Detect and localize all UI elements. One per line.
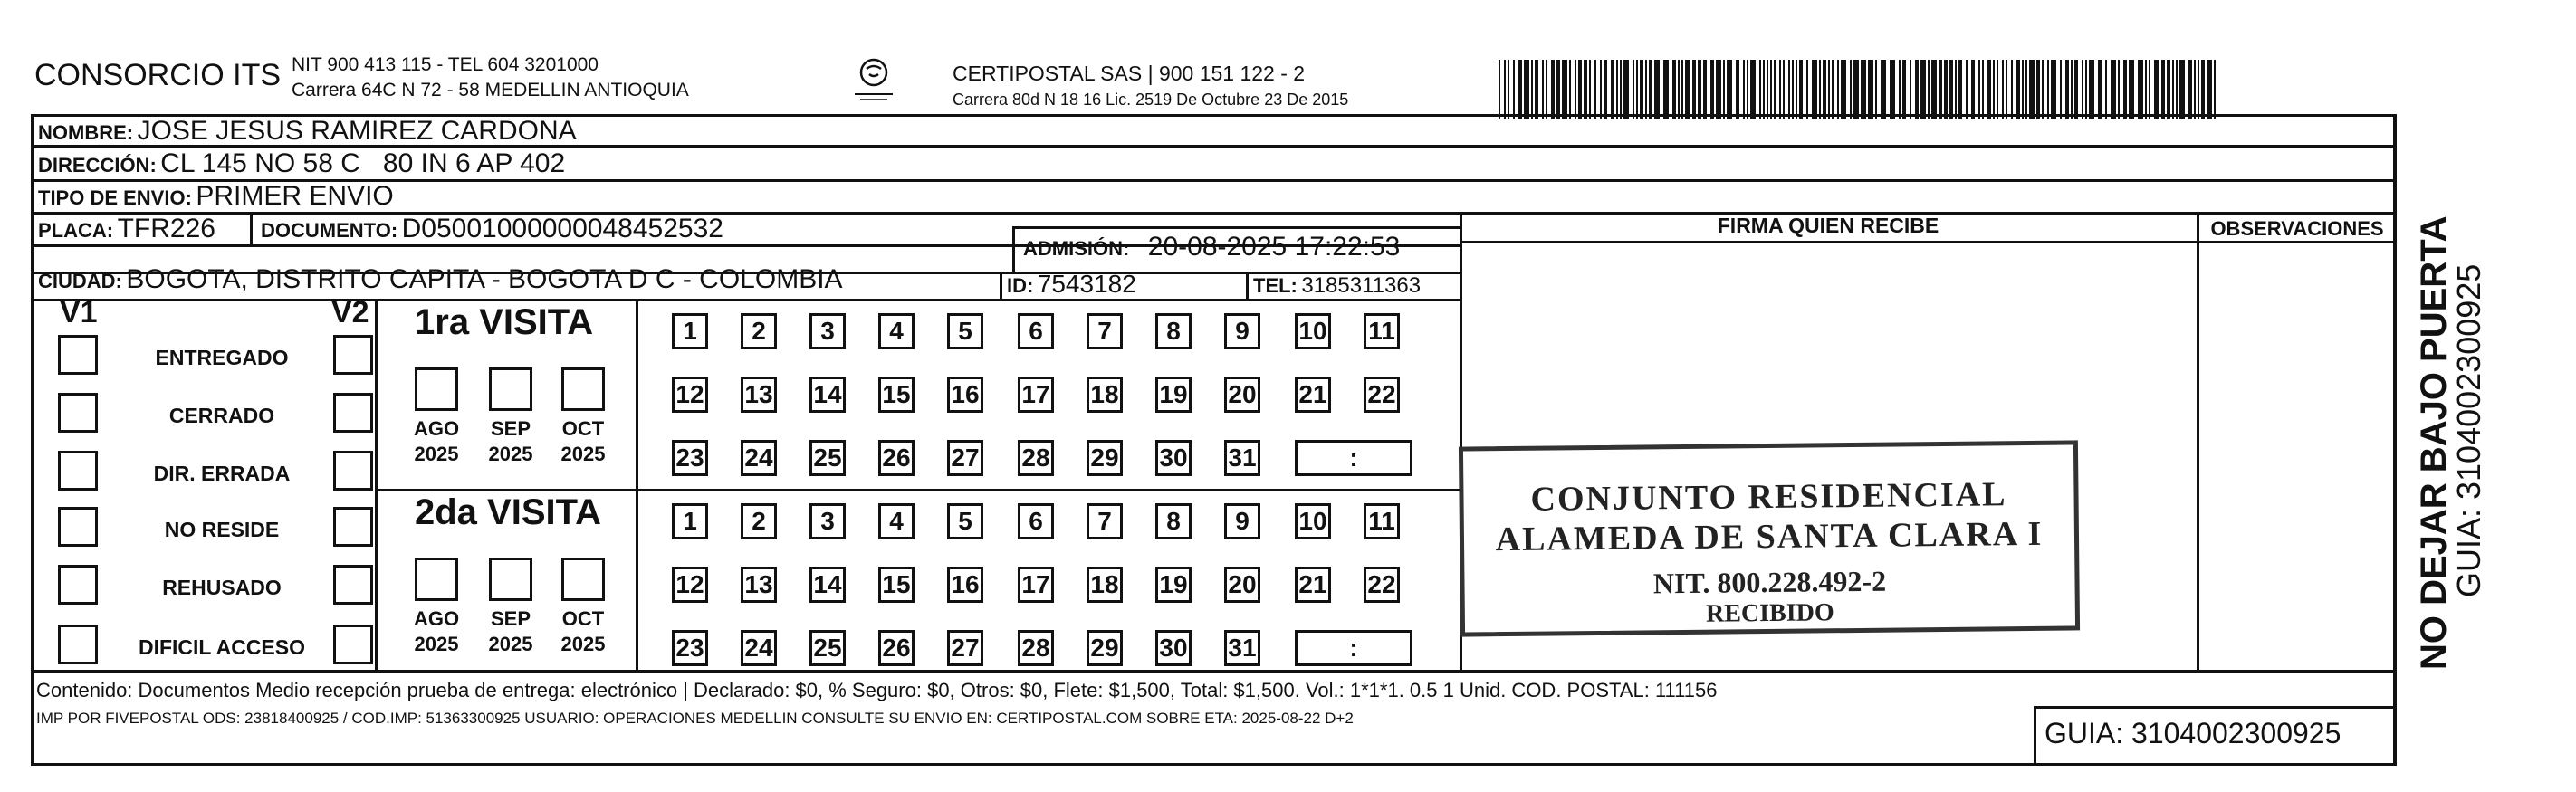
barcode-bar	[1792, 60, 1794, 119]
barcode-bar	[2201, 60, 2205, 119]
barcode-bar	[1931, 60, 1937, 119]
barcode-bar	[2198, 60, 2199, 119]
placa-row	[38, 214, 215, 244]
day-box[interactable]: 12	[672, 377, 708, 413]
day-box[interactable]: 1	[672, 503, 708, 539]
day-box[interactable]: 23	[672, 630, 708, 666]
day-box[interactable]: 5	[947, 313, 983, 349]
day-box[interactable]: 26	[878, 440, 915, 476]
barcode-bar	[2145, 60, 2147, 119]
barcode-bar	[1828, 60, 1830, 119]
month-checkbox[interactable]	[561, 367, 605, 411]
barcode-bar	[1535, 60, 1538, 119]
barcode-bar	[1881, 60, 1886, 119]
tipo-row	[38, 181, 394, 212]
barcode-bar	[1562, 60, 1567, 119]
barcode-bar	[1987, 60, 1991, 119]
barcode-bar	[1806, 60, 1808, 119]
day-box[interactable]: 1	[672, 313, 708, 349]
day-box[interactable]: 16	[947, 567, 983, 603]
barcode-bar	[2071, 60, 2073, 119]
v2-checkbox[interactable]	[333, 393, 373, 433]
observaciones-label: OBSERVACIONES	[2210, 217, 2384, 240]
ciudad-value: BOGOTA, DISTRITO CAPITA - BOGOTA D C - COLOMBIA	[126, 264, 843, 294]
barcode-bar	[1546, 60, 1547, 119]
barcode-bar	[2022, 60, 2024, 119]
day-box[interactable]: 11	[1364, 503, 1400, 539]
barcode-bar	[2207, 60, 2212, 119]
barcode-bar	[1823, 60, 1826, 119]
day-box[interactable]: :	[1295, 440, 1412, 476]
certipostal-info: CERTIPOSTAL SAS | 900 151 122 - 2	[953, 62, 1306, 85]
nombre-row	[38, 116, 577, 147]
month-checkbox[interactable]	[489, 367, 532, 411]
day-box[interactable]: 2	[741, 503, 777, 539]
barcode-bar	[2051, 60, 2056, 119]
day-box[interactable]: 27	[947, 630, 983, 666]
v1-checkbox[interactable]	[58, 451, 98, 491]
v1-checkbox[interactable]	[58, 625, 98, 664]
barcode-bar	[2065, 60, 2069, 119]
barcode-bar	[1575, 60, 1576, 119]
barcode-bar	[2011, 60, 2013, 119]
day-box[interactable]: 22	[1364, 567, 1400, 603]
day-box[interactable]: 6	[1018, 503, 1054, 539]
day-box[interactable]: 25	[809, 630, 846, 666]
day-box[interactable]: 5	[947, 503, 983, 539]
barcode-bar	[1578, 60, 1582, 119]
day-box[interactable]: 31	[1224, 440, 1260, 476]
barcode-bar	[1703, 60, 1707, 119]
day-box[interactable]: 31	[1224, 630, 1260, 666]
day-box[interactable]: 17	[1018, 377, 1054, 413]
day-box[interactable]: 18	[1087, 567, 1123, 603]
day-box[interactable]: :	[1295, 630, 1412, 666]
day-box[interactable]: 23	[672, 440, 708, 476]
barcode-bar	[1868, 60, 1873, 119]
status-label: CERRADO	[168, 404, 275, 427]
day-box[interactable]: 3	[809, 313, 846, 349]
direccion-value: CL 145 NO 58 C 80 IN 6 AP 402	[160, 148, 566, 178]
barcode-bar	[1799, 60, 1803, 119]
barcode-bar	[2025, 60, 2027, 119]
barcode-bar	[1939, 60, 1942, 119]
barcode-bar	[1518, 60, 1522, 119]
tel-value: 3185311363	[1301, 273, 1422, 298]
day-box[interactable]: 10	[1295, 313, 1331, 349]
barcode-bar	[1819, 60, 1821, 119]
day-box[interactable]: 8	[1155, 503, 1192, 539]
month-label: AGO 2025	[413, 417, 460, 465]
day-box[interactable]: 19	[1155, 567, 1192, 603]
barcode-bar	[1928, 60, 1930, 119]
documento-value: D05001000000048452532	[401, 214, 723, 243]
barcode-bar	[1654, 60, 1660, 119]
barcode-bar	[1944, 60, 1948, 119]
barcode-bar	[1681, 60, 1683, 119]
barcode-bar	[1796, 60, 1797, 119]
certipostal-license: Carrera 80d N 18 16 Lic. 2519 De Octubre 23 De 2015	[953, 91, 1349, 109]
barcode-bar	[1750, 60, 1756, 119]
barcode-bar	[1716, 60, 1721, 119]
v1-checkbox[interactable]	[58, 335, 98, 375]
barcode-bar	[2161, 60, 2165, 119]
barcode-bar	[1685, 60, 1690, 119]
ciudad-label: CIUDAD:	[38, 270, 122, 292]
barcode-bar	[1640, 60, 1643, 119]
day-box[interactable]: 14	[809, 567, 846, 603]
v2-checkbox[interactable]	[333, 451, 373, 491]
direccion-label: DIRECCIÓN:	[38, 154, 157, 177]
month-label: SEP 2025	[488, 417, 533, 465]
barcode-bar	[1672, 60, 1676, 119]
day-box[interactable]: 10	[1295, 503, 1331, 539]
footer-guia: GUIA: 3104002300925	[2045, 717, 2341, 749]
tipo-label: TIPO DE ENVIO:	[38, 186, 192, 209]
barcode-bar	[2188, 60, 2192, 119]
status-label: REHUSADO	[162, 576, 282, 599]
day-box[interactable]: 20	[1224, 377, 1260, 413]
status-label: NO RESIDE	[164, 518, 280, 541]
barcode-bar	[2082, 60, 2083, 119]
barcode-bar	[1832, 60, 1834, 119]
barcode-bar	[1723, 60, 1725, 119]
barcode-bar	[2047, 60, 2049, 119]
barcode-bar	[1978, 60, 1980, 119]
barcode-bar	[2036, 60, 2040, 119]
barcode-bar	[1499, 60, 1500, 119]
placa-label: PLACA:	[38, 219, 114, 242]
day-box[interactable]: 11	[1364, 313, 1400, 349]
barcode-bar	[2042, 60, 2044, 119]
month-checkbox[interactable]	[415, 367, 458, 411]
day-box[interactable]: 24	[741, 630, 777, 666]
stamp-line-1: CONJUNTO RESIDENCIAL	[1530, 475, 2007, 519]
day-box[interactable]: 28	[1018, 630, 1054, 666]
day-box[interactable]: 12	[672, 567, 708, 603]
day-box[interactable]: 21	[1295, 567, 1331, 603]
barcode-bar	[1890, 60, 1895, 119]
barcode-bar	[1600, 60, 1602, 119]
barcode-bar	[1542, 60, 1544, 119]
barcode-bar	[1736, 60, 1739, 119]
v2-checkbox[interactable]	[333, 565, 373, 605]
stamp-line-3: NIT. 800.228.492-2	[1652, 564, 1887, 600]
barcode-bar	[1551, 60, 1555, 119]
day-box[interactable]: 21	[1295, 377, 1331, 413]
day-box[interactable]: 19	[1155, 377, 1192, 413]
day-box[interactable]: 8	[1155, 313, 1192, 349]
visit-title: 2da VISITA	[415, 492, 601, 532]
day-box[interactable]: 20	[1224, 567, 1260, 603]
barcode-bar	[2194, 60, 2196, 119]
tipo-value: PRIMER ENVIO	[196, 181, 394, 211]
barcode-bar	[2179, 60, 2185, 119]
barcode-bar	[1692, 60, 1696, 119]
barcode-bar	[2029, 60, 2035, 119]
barcode-bar	[1623, 60, 1629, 119]
day-box[interactable]: 2	[741, 313, 777, 349]
barcode-bar	[2167, 60, 2170, 119]
barcode-bar	[1710, 60, 1714, 119]
barcode-bar	[2089, 60, 2094, 119]
barcode-bar	[1556, 60, 1560, 119]
barcode-bar	[2002, 60, 2004, 119]
received-stamp	[1459, 440, 2080, 636]
month-label: OCT 2025	[560, 417, 606, 465]
barcode-bar	[1966, 60, 1968, 119]
barcode	[1499, 60, 2223, 119]
barcode-bar	[2060, 60, 2062, 119]
barcode-bar	[1763, 60, 1765, 119]
barcode-bar	[1594, 60, 1596, 119]
barcode-bar	[1767, 60, 1768, 119]
barcode-bar	[2085, 60, 2087, 119]
barcode-bar	[1920, 60, 1926, 119]
barcode-bar	[1958, 60, 1962, 119]
barcode-bar	[1902, 60, 1906, 119]
barcode-bar	[2172, 60, 2174, 119]
documento-row	[261, 214, 723, 244]
barcode-bar	[1861, 60, 1866, 119]
day-box[interactable]: 13	[741, 567, 777, 603]
footer-contenido: Contenido: Documentos Medio recepción prueba de entrega: electrónico | Declarado: $0, % Seguro: $0, Otros: $0, Flete: $1,500, Total: $1,500. Vol.: 1*1*1. 0.5 1 Unid. COD. POSTAL: 111156	[36, 679, 1718, 701]
barcode-bar	[1531, 60, 1533, 119]
barcode-bar	[1589, 60, 1591, 119]
v1-checkbox[interactable]	[58, 393, 98, 433]
month-label: SEP 2025	[488, 607, 533, 655]
company-name: CONSORCIO ITS	[34, 58, 282, 92]
v1-checkbox[interactable]	[58, 565, 98, 605]
nombre-value: JOSE JESUS RAMIREZ CARDONA	[137, 116, 577, 146]
barcode-bar	[1513, 60, 1515, 119]
day-box[interactable]: 18	[1087, 377, 1123, 413]
stamp-line-2: ALAMEDA DE SANTA CLARA I	[1495, 514, 2044, 559]
day-box[interactable]: 24	[741, 440, 777, 476]
barcode-bar	[2098, 60, 2102, 119]
side-guia: GUIA: 3104002300925	[2450, 263, 2487, 597]
barcode-bar	[1910, 60, 1911, 119]
barcode-bar	[1997, 60, 1998, 119]
id-value: 7543182	[1037, 270, 1136, 298]
company-address: Carrera 64C N 72 - 58 MEDELLIN ANTIOQUIA	[292, 80, 689, 100]
barcode-bar	[1524, 60, 1529, 119]
barcode-bar	[2006, 60, 2007, 119]
month-label: OCT 2025	[560, 607, 606, 655]
barcode-bar	[1837, 60, 1839, 119]
tel-label: TEL:	[1253, 274, 1298, 297]
barcode-bar	[2111, 60, 2116, 119]
day-box[interactable]: 30	[1155, 630, 1192, 666]
barcode-bar	[1788, 60, 1790, 119]
barcode-bar	[1611, 60, 1614, 119]
barcode-bar	[2105, 60, 2107, 119]
barcode-bar	[1727, 60, 1732, 119]
barcode-bar	[1812, 60, 1817, 119]
day-box[interactable]: 27	[947, 440, 983, 476]
day-box[interactable]: 9	[1224, 313, 1260, 349]
footer-imp: IMP POR FIVEPOSTAL ODS: 23818400925 / COD.IMP: 51363300925 USUARIO: OPERACIONES MEDELLIN CONSULTE SU ENVIO EN: CERTIPOSTAL.COM SOBRE ETA: 2025-08-22 D+2	[36, 710, 1354, 727]
barcode-bar	[2176, 60, 2178, 119]
v2-checkbox[interactable]	[333, 507, 373, 547]
barcode-bar	[1853, 60, 1859, 119]
status-label: DIFICIL ACCESO	[138, 635, 305, 659]
certipostal-logo	[842, 54, 905, 109]
day-box[interactable]: 7	[1087, 503, 1123, 539]
barcode-bar	[1915, 60, 1919, 119]
day-box[interactable]: 14	[809, 377, 846, 413]
day-box[interactable]: 16	[947, 377, 983, 413]
day-box[interactable]: 29	[1087, 440, 1123, 476]
day-box[interactable]: 6	[1018, 313, 1054, 349]
id-row	[1007, 270, 1136, 299]
barcode-bar	[1649, 60, 1652, 119]
direccion-row	[38, 148, 565, 179]
barcode-bar	[1636, 60, 1638, 119]
barcode-bar	[1783, 60, 1785, 119]
stamp-line-4: RECIBIDO	[1705, 598, 1834, 628]
barcode-bar	[1616, 60, 1618, 119]
barcode-bar	[1645, 60, 1647, 119]
v2-label: V2	[331, 295, 369, 329]
barcode-bar	[1971, 60, 1975, 119]
barcode-bar	[2123, 60, 2127, 119]
barcode-bar	[1850, 60, 1852, 119]
barcode-bar	[1698, 60, 1701, 119]
barcode-bar	[1875, 60, 1877, 119]
month-checkbox[interactable]	[415, 558, 458, 601]
barcode-bar	[1993, 60, 1995, 119]
barcode-bar	[2129, 60, 2134, 119]
barcode-bar	[1504, 60, 1506, 119]
day-box[interactable]: 25	[809, 440, 846, 476]
visit-title: 1ra VISITA	[415, 302, 594, 342]
barcode-bar	[1678, 60, 1680, 119]
barcode-bar	[2016, 60, 2020, 119]
barcode-bar	[2149, 60, 2150, 119]
v1-checkbox[interactable]	[58, 507, 98, 547]
day-box[interactable]: 4	[878, 503, 915, 539]
day-box[interactable]: 17	[1018, 567, 1054, 603]
barcode-bar	[1759, 60, 1761, 119]
barcode-bar	[1508, 60, 1509, 119]
v2-checkbox[interactable]	[333, 335, 373, 375]
firma-label: FIRMA QUIEN RECIBE	[1717, 214, 1939, 237]
month-checkbox[interactable]	[561, 558, 605, 601]
barcode-bar	[1663, 60, 1669, 119]
barcode-bar	[1569, 60, 1571, 119]
day-box[interactable]: 30	[1155, 440, 1192, 476]
day-box[interactable]: 4	[878, 313, 915, 349]
barcode-bar	[1982, 60, 1984, 119]
day-box[interactable]: 9	[1224, 503, 1260, 539]
day-box[interactable]: 15	[878, 377, 915, 413]
barcode-bar	[1949, 60, 1953, 119]
status-label: ENTREGADO	[155, 346, 289, 369]
admision-label: ADMISIÓN:	[1023, 237, 1130, 260]
day-box[interactable]: 29	[1087, 630, 1123, 666]
ciudad-row	[38, 264, 843, 295]
admision-row	[1023, 232, 1400, 262]
no-dejar-bajo-puerta: NO DEJAR BAJO PUERTA	[2414, 215, 2454, 670]
day-box[interactable]: 15	[878, 567, 915, 603]
v2-checkbox[interactable]	[333, 625, 373, 664]
barcode-bar	[1633, 60, 1634, 119]
day-box[interactable]: 28	[1018, 440, 1054, 476]
barcode-bar	[1841, 60, 1846, 119]
barcode-bar	[1779, 60, 1781, 119]
placa-value: TFR226	[117, 214, 215, 243]
barcode-bar	[2118, 60, 2120, 119]
barcode-bar	[1955, 60, 1957, 119]
status-label: DIR. ERRADA	[153, 462, 291, 485]
nombre-label: NOMBRE:	[38, 121, 134, 144]
barcode-bar	[2154, 60, 2159, 119]
barcode-bar	[1604, 60, 1607, 119]
barcode-bar	[1743, 60, 1745, 119]
barcode-bar	[1584, 60, 1587, 119]
id-label: ID:	[1007, 274, 1034, 297]
barcode-bar	[1747, 60, 1748, 119]
day-box[interactable]: 26	[878, 630, 915, 666]
barcode-bar	[1774, 60, 1776, 119]
barcode-bar	[2138, 60, 2143, 119]
day-box[interactable]: 7	[1087, 313, 1123, 349]
admision-value: 20-08-2025 17:22:53	[1147, 232, 1401, 262]
month-checkbox[interactable]	[489, 558, 532, 601]
barcode-bar	[1899, 60, 1901, 119]
v1-label: V1	[60, 295, 98, 329]
day-box[interactable]: 13	[741, 377, 777, 413]
barcode-bar	[2074, 60, 2078, 119]
month-label: AGO 2025	[413, 607, 460, 655]
day-box[interactable]: 3	[809, 503, 846, 539]
company-nit: NIT 900 413 115 - TEL 604 3201000	[292, 54, 599, 75]
barcode-bar	[1620, 60, 1622, 119]
tel-row	[1253, 273, 1421, 299]
documento-label: DOCUMENTO:	[261, 219, 398, 242]
barcode-bar	[2214, 60, 2216, 119]
day-box[interactable]: 22	[1364, 377, 1400, 413]
barcode-bar	[1770, 60, 1772, 119]
